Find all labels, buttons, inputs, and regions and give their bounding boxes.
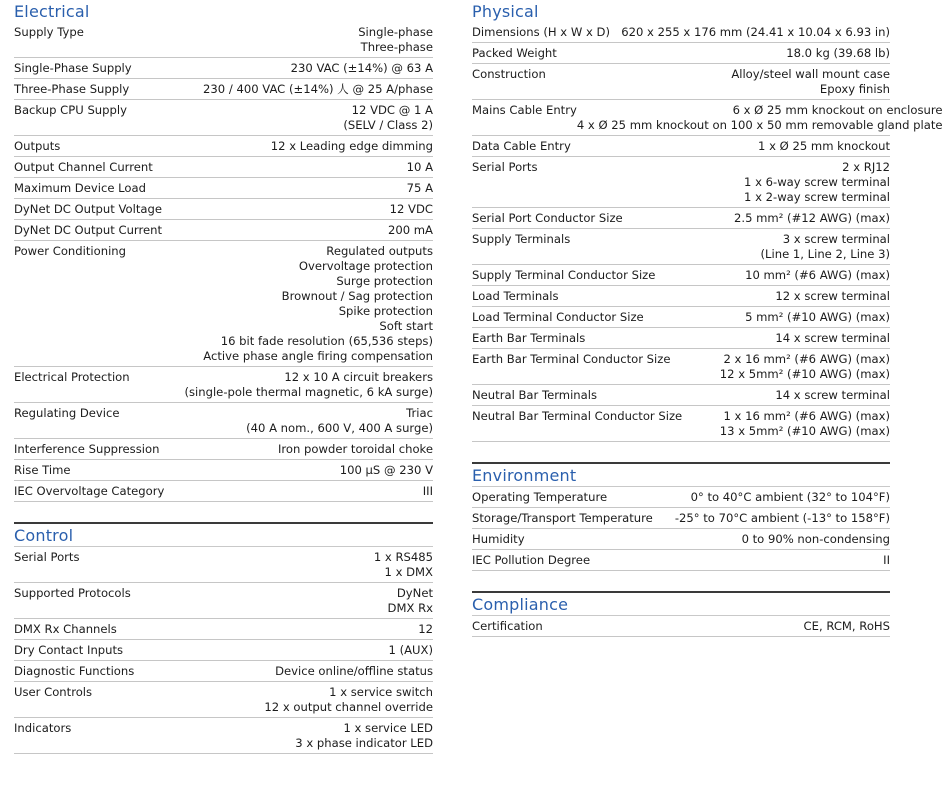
section-title: Physical [472, 2, 539, 21]
spec-row [472, 208, 890, 229]
section-title: Control [14, 524, 433, 547]
spec-value-line: 12 [418, 622, 433, 636]
spec-value-line: 3 x phase indicator LED [295, 736, 433, 750]
spec-value [775, 331, 890, 346]
spec-row [472, 100, 943, 136]
spec-label: Certification [472, 619, 543, 633]
spec-row [472, 406, 890, 442]
spec-value [423, 484, 433, 499]
spec-row [14, 157, 433, 178]
spec-value [418, 622, 433, 637]
spec-value-line: 14 x screw terminal [775, 331, 890, 345]
spec-row [14, 481, 433, 502]
spec-label: Earth Bar Terminal Conductor Size [472, 352, 671, 366]
spec-label: Single-Phase Supply [14, 61, 132, 75]
spec-row [14, 79, 433, 100]
spec-value-line: CE, RCM, RoHS [803, 619, 890, 633]
spec-value-line: (single-pole thermal magnetic, 6 kA surge) [184, 385, 433, 399]
spec-label: Electrical Protection [14, 370, 130, 384]
spec-label: Backup CPU Supply [14, 103, 127, 117]
spec-value [374, 550, 433, 580]
spec-row [14, 661, 433, 682]
spec-value-line: (40 A nom., 600 V, 400 A surge) [246, 421, 433, 435]
section-electrical [14, 0, 433, 502]
spec-value [691, 490, 890, 505]
spec-value-line: Brownout / Sag protection [281, 289, 433, 303]
spec-value-line: 10 A [406, 160, 433, 174]
spec-row [14, 439, 433, 460]
spec-row [472, 229, 890, 265]
section-physical [472, 0, 943, 442]
spec-rows [14, 22, 433, 502]
spec-label: Three-Phase Supply [14, 82, 130, 96]
spec-value-line: Active phase angle firing compensation [203, 349, 433, 363]
spec-value [343, 103, 433, 133]
spec-value [745, 310, 890, 325]
spec-value [389, 643, 433, 658]
spec-value-line: 4 x Ø 25 mm knockout on 100 x 50 mm removable gland plate [576, 118, 943, 132]
spec-rows [472, 22, 943, 442]
spec-row [14, 58, 433, 79]
spec-value [358, 25, 433, 55]
spec-label: Humidity [472, 532, 525, 546]
spec-label: Power Conditioning [14, 244, 126, 258]
spec-value-line: 12 VDC [389, 202, 433, 216]
spec-value [758, 139, 890, 154]
spec-value [761, 232, 890, 262]
spec-value-line: 5 mm² (#10 AWG) (max) [745, 310, 890, 324]
spec-label: Data Cable Entry [472, 139, 571, 153]
spec-row [14, 136, 433, 157]
spec-value-line: 1 x RS485 [373, 550, 433, 564]
spec-row [472, 328, 890, 349]
spec-value-line: 12 x 10 A circuit breakers [284, 370, 433, 384]
spec-label: Neutral Bar Terminal Conductor Size [472, 409, 683, 423]
spec-value [745, 268, 890, 283]
spec-row [472, 43, 890, 64]
spec-value [775, 388, 890, 403]
spec-value [675, 511, 890, 526]
section-control [14, 522, 433, 754]
spec-value-line: Spike protection [338, 304, 433, 318]
spec-row [472, 487, 890, 508]
spec-value [786, 46, 890, 61]
spec-label: Regulating Device [14, 406, 120, 420]
spec-value [804, 619, 890, 634]
spec-row [472, 616, 890, 637]
spec-label: DyNet DC Output Current [14, 223, 163, 237]
section-title: Compliance [472, 593, 890, 616]
spec-row [14, 220, 433, 241]
spec-value-line: 16 bit fade resolution (65,536 steps) [220, 334, 433, 348]
spec-value-line: 0° to 40°C ambient (32° to 104°F) [690, 490, 890, 504]
spec-label: Dry Contact Inputs [14, 643, 124, 657]
spec-label: Load Terminals [472, 289, 559, 303]
spec-row [14, 178, 433, 199]
spec-label: Outputs [14, 139, 61, 153]
spec-value-line: Soft start [379, 319, 433, 333]
spec-label: Serial Port Conductor Size [472, 211, 623, 225]
spec-label: Storage/Transport Temperature [472, 511, 653, 525]
spec-value-line: 18.0 kg (39.68 lb) [786, 46, 890, 60]
spec-row [14, 583, 433, 619]
spec-row [472, 286, 890, 307]
spec-value-line: 1 x 16 mm² (#6 AWG) (max) [723, 409, 890, 423]
spec-label: Earth Bar Terminals [472, 331, 586, 345]
spec-value-line: 10 mm² (#6 AWG) (max) [745, 268, 890, 282]
spec-value [621, 25, 890, 40]
spec-row [14, 640, 433, 661]
spec-value-line: DyNet [396, 586, 433, 600]
spec-label: IEC Pollution Degree [472, 553, 591, 567]
spec-row [14, 241, 433, 367]
spec-value-line: Iron powder toroidal choke [277, 442, 433, 456]
spec-value-line: 0 to 90% non-condensing [741, 532, 890, 546]
spec-value [744, 160, 890, 205]
spec-value-line: 1 x service switch [329, 685, 433, 699]
spec-value [388, 586, 433, 616]
spec-label: DMX Rx Channels [14, 622, 117, 636]
section-compliance [472, 591, 890, 637]
spec-label: Diagnostic Functions [14, 664, 135, 678]
spec-row [472, 385, 890, 406]
spec-value-line: 1 x service LED [343, 721, 433, 735]
spec-row [14, 100, 433, 136]
spec-value-line: 230 / 400 VAC (±14%) 人 @ 25 A/phase [203, 82, 433, 96]
spec-value-line: 2 x 16 mm² (#6 AWG) (max) [723, 352, 890, 366]
spec-row [14, 22, 433, 58]
spec-value-line: -25° to 70°C ambient (-13° to 158°F) [674, 511, 890, 525]
spec-value-line: 12 x Leading edge dimming [270, 139, 433, 153]
spec-value [388, 223, 433, 238]
spec-value-line: Triac [406, 406, 433, 420]
spec-value [742, 532, 890, 547]
spec-row [472, 349, 890, 385]
spec-row [14, 547, 433, 583]
spec-label: Supported Protocols [14, 586, 131, 600]
spec-row [472, 136, 890, 157]
spec-value-line: 230 VAC (±14%) @ 63 A [290, 61, 433, 75]
spec-value [775, 289, 890, 304]
spec-value-line: 2 x RJ12 [842, 160, 890, 174]
spec-value [275, 664, 433, 679]
spec-row [14, 403, 433, 439]
spec-value-line: II [883, 553, 890, 567]
spec-value-line: Alloy/steel wall mount case [731, 67, 890, 81]
spec-value-line: (Line 1, Line 2, Line 3) [760, 247, 890, 261]
spec-value [883, 553, 890, 568]
spec-value [340, 463, 433, 478]
left-column [14, 0, 433, 754]
spec-row [472, 22, 890, 43]
section-title: Environment [472, 464, 890, 487]
spec-value-line: 75 A [406, 181, 433, 195]
spec-value-line: Single-phase [358, 25, 433, 39]
spec-row [14, 367, 433, 403]
spec-value-line: Overvoltage protection [298, 259, 433, 273]
spec-value [246, 406, 433, 436]
spec-row [472, 508, 890, 529]
spec-value-line: 1 x 2-way screw terminal [744, 190, 890, 204]
spec-rows [14, 547, 433, 754]
spec-row [472, 529, 890, 550]
spec-row [14, 199, 433, 220]
spec-row [472, 307, 890, 328]
spec-value [184, 370, 433, 400]
spec-label: Load Terminal Conductor Size [472, 310, 644, 324]
spec-row [14, 619, 433, 640]
spec-value-line: III [422, 484, 433, 498]
spec-rows [472, 487, 890, 571]
spec-label: Packed Weight [472, 46, 557, 60]
spec-value [271, 139, 433, 154]
spec-value [295, 721, 433, 751]
spec-value-line: 12 x output channel override [264, 700, 433, 714]
spec-value-line: 12 x screw terminal [775, 289, 890, 303]
spec-value [264, 685, 433, 715]
spec-row [472, 157, 890, 208]
spec-value-line: 1 x DMX [384, 565, 433, 579]
section-environment [472, 462, 890, 571]
spec-value-line: Regulated outputs [326, 244, 433, 258]
spec-row [472, 265, 890, 286]
spec-label: Supply Terminal Conductor Size [472, 268, 656, 282]
spec-value-line: 200 mA [387, 223, 433, 237]
spec-label: Construction [472, 67, 546, 81]
spec-value [720, 352, 890, 382]
spec-value-line: 12 x 5mm² (#10 AWG) (max) [719, 367, 890, 381]
spec-value-line: 1 (AUX) [388, 643, 433, 657]
spec-value [720, 409, 890, 439]
spec-label: Supply Type [14, 25, 84, 39]
spec-value [407, 160, 433, 175]
spec-label: Serial Ports [472, 160, 538, 174]
spec-value-line: 1 x Ø 25 mm knockout [758, 139, 890, 153]
spec-value-line: 6 x Ø 25 mm knockout on enclosure [732, 103, 943, 117]
spec-value [577, 103, 943, 133]
spec-label: Supply Terminals [472, 232, 571, 246]
spec-row [472, 64, 890, 100]
spec-value [407, 181, 433, 196]
right-column [472, 0, 943, 637]
spec-label: Dimensions (H x W x D) [472, 25, 610, 39]
spec-value-line: (SELV / Class 2) [343, 118, 433, 132]
spec-label: Operating Temperature [472, 490, 608, 504]
spec-value [291, 61, 433, 76]
spec-value-line: DMX Rx [387, 601, 433, 615]
spec-label: Output Channel Current [14, 160, 153, 174]
spec-value [278, 442, 433, 457]
spec-value [390, 202, 433, 217]
spec-value-line: 14 x screw terminal [775, 388, 890, 402]
spec-label: Mains Cable Entry [472, 103, 577, 117]
spec-label: Maximum Device Load [14, 181, 146, 195]
spec-value-line: 2.5 mm² (#12 AWG) (max) [734, 211, 890, 225]
spec-label: Serial Ports [14, 550, 80, 564]
spec-label: IEC Overvoltage Category [14, 484, 165, 498]
spec-value-line: 13 x 5mm² (#10 AWG) (max) [719, 424, 890, 438]
spec-value [731, 67, 890, 97]
spec-row [14, 460, 433, 481]
spec-row [14, 682, 433, 718]
spec-label: User Controls [14, 685, 93, 699]
spec-row [14, 718, 433, 754]
spec-value-line: 12 VDC @ 1 A [351, 103, 433, 117]
spec-rows [472, 616, 890, 637]
spec-value-line: Epoxy finish [819, 82, 890, 96]
spec-value-line: Three-phase [360, 40, 433, 54]
spec-label: Neutral Bar Terminals [472, 388, 598, 402]
section-title: Electrical [14, 2, 90, 21]
spec-value [734, 211, 890, 226]
spec-value [203, 244, 433, 364]
spec-label: Indicators [14, 721, 72, 735]
spec-value-line: Surge protection [336, 274, 433, 288]
spec-row [472, 550, 890, 571]
spec-label: Rise Time [14, 463, 71, 477]
spec-value-line: 1 x 6-way screw terminal [744, 175, 890, 189]
spec-value-line: Device online/offline status [275, 664, 433, 678]
spec-value-line: 3 x screw terminal [782, 232, 890, 246]
spec-label: Interference Suppression [14, 442, 160, 456]
spec-label: DyNet DC Output Voltage [14, 202, 162, 216]
spec-value-line: 100 µS @ 230 V [339, 463, 433, 477]
spec-value [203, 82, 433, 97]
spec-value-line: 620 x 255 x 176 mm (24.41 x 10.04 x 6.93 in) [621, 25, 890, 39]
